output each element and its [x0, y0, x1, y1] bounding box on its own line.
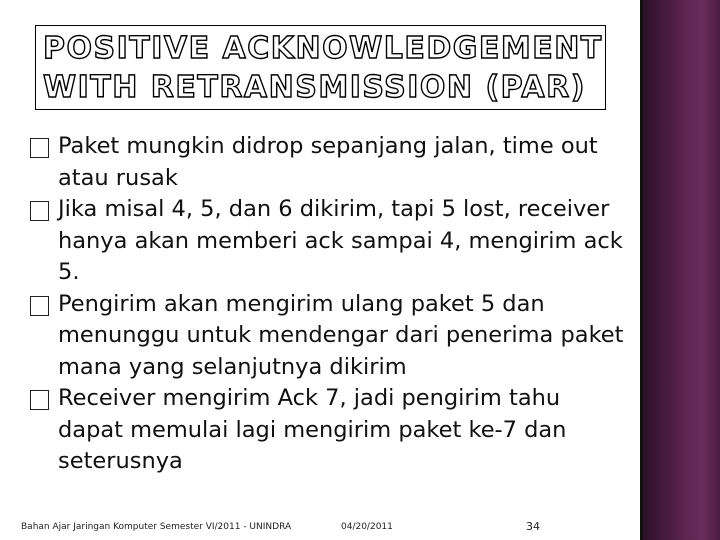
- bullet-text: Pengirim akan mengirim ulang paket 5 dan menunggu untuk mendengar dari penerima paket mana yang selanjutnya dikirim: [58, 290, 624, 380]
- slide-title-line-1: POSITIVE ACKNOWLEDGEMENT: [43, 31, 603, 66]
- bullet-item: [30, 383, 630, 478]
- square-bullet-icon: [30, 138, 49, 158]
- square-bullet-icon: [30, 390, 49, 410]
- square-bullet-icon: [30, 201, 49, 221]
- footer-date: 04/20/2011: [341, 522, 393, 532]
- bullet-item: [30, 131, 630, 194]
- page-number: 34: [526, 520, 540, 533]
- bullet-item: [30, 194, 630, 289]
- side-band-divider: [640, 0, 643, 540]
- slide-title-line-2: WITH RETRANSMISSION (PAR): [43, 70, 586, 105]
- decorative-side-band: [640, 0, 720, 540]
- square-bullet-icon: [30, 296, 49, 316]
- bullet-text: Paket mungkin didrop sepanjang jalan, time out atau rusak: [58, 133, 598, 191]
- title-box: [35, 25, 606, 110]
- bullet-text: Receiver mengirim Ack 7, jadi pengirim tahu dapat memulai lagi mengirim paket ke-7 dan seterusnya: [58, 385, 567, 474]
- bullet-list: [30, 131, 630, 478]
- footer-course: Bahan Ajar Jaringan Komputer Semester VI/2011 - UNINDRA: [21, 522, 292, 532]
- bullet-item: [30, 289, 630, 384]
- bullet-text: Jika misal 4, 5, dan 6 dikirim, tapi 5 lost, receiver hanya akan memberi ack sampai 4, mengirim ack 5.: [58, 196, 623, 285]
